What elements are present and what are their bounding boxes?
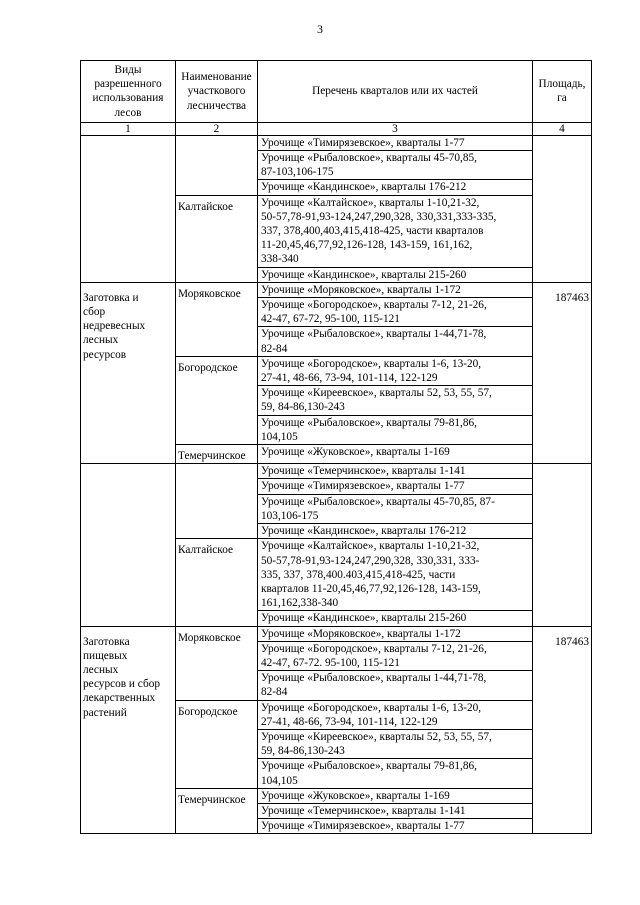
quarters-cell: Урочище «Кандинское», кварталы 176-212 [258,180,533,195]
quarters-cell: Урочище «Рыбаловское», кварталы 79-81,86, 104,105 [258,415,533,444]
forestry-cell: Моряковское [176,626,258,700]
use-kind-cell [81,464,176,626]
quarters-cell: Урочище «Рыбаловское», кварталы 1-44,71-78, 82-84 [258,671,533,700]
quarters-cell: Урочище «Кандинское», кварталы 215-260 [258,611,533,626]
use-kind-cell [81,135,176,282]
forestry-cell: Темерчинское [176,445,258,464]
quarters-cell: Урочище «Кандинское», кварталы 176-212 [258,524,533,539]
quarters-cell: Урочище «Тимирязевское», кварталы 1-77 [258,479,533,494]
header-use-kind: Виды разрешенного использования лесов [81,61,176,123]
area-cell: 187463 [533,626,592,834]
column-number: 2 [176,122,258,135]
quarters-cell: Урочище «Рыбаловское», кварталы 79-81,86, 104,105 [258,759,533,788]
use-kind-cell: Заготовка и сбор недревесных лесных ресурсов [81,282,176,463]
quarters-cell: Урочище «Калтайское», кварталы 1-10,21-32, 50-57,78-91,93-124,247,290,328, 330,331,333-335, 337, 378,400,403,415,418-425, части кварталов 11-20,45,46,77,92,126-128, 143-159, 161,162, 338-340 [258,195,533,267]
quarters-cell: Урочище «Моряковское», кварталы 1-172 [258,626,533,641]
forestry-cell: Темерчинское [176,788,258,834]
area-cell [533,464,592,626]
table-row [81,282,592,297]
header-forestry-name: Наименование участкового лесничества [176,61,258,123]
forestry-cell [176,464,258,539]
quarters-cell: Урочище «Богородское», кварталы 1-6, 13-20, 27-41, 48-66, 73-94, 101-114, 122-129 [258,356,533,385]
quarters-cell: Урочище «Калтайское», кварталы 1-10,21-32, 50-57,78-91,93-124,247,290,328, 330,331, 333- 335, 337, 378,400.403,415,418-425, части кварталов 11-20,45,46,77,92,126-128, 143-159, 161,162,338-340 [258,539,533,611]
forestry-cell: Калтайское [176,539,258,626]
area-cell [533,135,592,282]
use-kind-cell: Заготовка пищевых лесных ресурсов и сбор лекарственных растений [81,626,176,834]
page-number: 3 [317,22,323,36]
table-row [81,464,592,479]
column-number: 1 [81,122,176,135]
quarters-cell: Урочище «Богородское», кварталы 7-12, 21-26, 42-47, 67-72. 95-100, 115-121 [258,641,533,670]
quarters-cell: Урочище «Киреевское», кварталы 52, 53, 55, 57, 59, 84-86,130-243 [258,729,533,758]
area-cell: 187463 [533,282,592,463]
header-quarters-list: Перечень кварталов или их частей [258,61,533,123]
quarters-cell: Урочище «Тимирязевское», кварталы 1-77 [258,819,533,834]
column-number: 3 [258,122,533,135]
quarters-cell: Урочище «Кандинское», кварталы 215-260 [258,267,533,282]
quarters-cell: Урочище «Богородское», кварталы 1-6, 13-20, 27-41, 48-66, 73-94, 101-114, 122-129 [258,700,533,729]
table-row [81,135,592,150]
quarters-cell: Урочище «Киреевское», кварталы 52, 53, 55, 57, 59, 84-86,130-243 [258,386,533,415]
quarters-cell: Урочище «Тимирязевское», кварталы 1-77 [258,135,533,150]
header-area: Площадь, га [533,61,592,123]
forestry-cell [176,135,258,195]
column-number-row [81,122,592,135]
quarters-cell: Урочище «Жуковское», кварталы 1-169 [258,445,533,464]
column-number: 4 [533,122,592,135]
quarters-cell: Урочище «Темерчинское», кварталы 1-141 [258,464,533,479]
forestry-cell: Богородское [176,356,258,444]
quarters-cell: Урочище «Рыбаловское», кварталы 45-70,85, 87- 103,106-175 [258,494,533,523]
quarters-cell: Урочище «Темерчинское», кварталы 1-141 [258,803,533,818]
quarters-cell: Урочище «Рыбаловское», кварталы 1-44,71-78, 82-84 [258,327,533,356]
forestry-cell: Богородское [176,700,258,788]
table-row [81,626,592,641]
quarters-cell: Урочище «Рыбаловское», кварталы 45-70,85, 87-103,106-175 [258,151,533,180]
quarters-cell: Урочище «Богородское», кварталы 7-12, 21-26, 42-47, 67-72, 95-100, 115-121 [258,298,533,327]
forest-use-table [80,60,592,834]
table-header-row [81,61,592,123]
quarters-cell: Урочище «Моряковское», кварталы 1-172 [258,282,533,297]
forestry-cell: Моряковское [176,282,258,356]
quarters-cell: Урочище «Жуковское», кварталы 1-169 [258,788,533,803]
forestry-cell: Калтайское [176,195,258,282]
